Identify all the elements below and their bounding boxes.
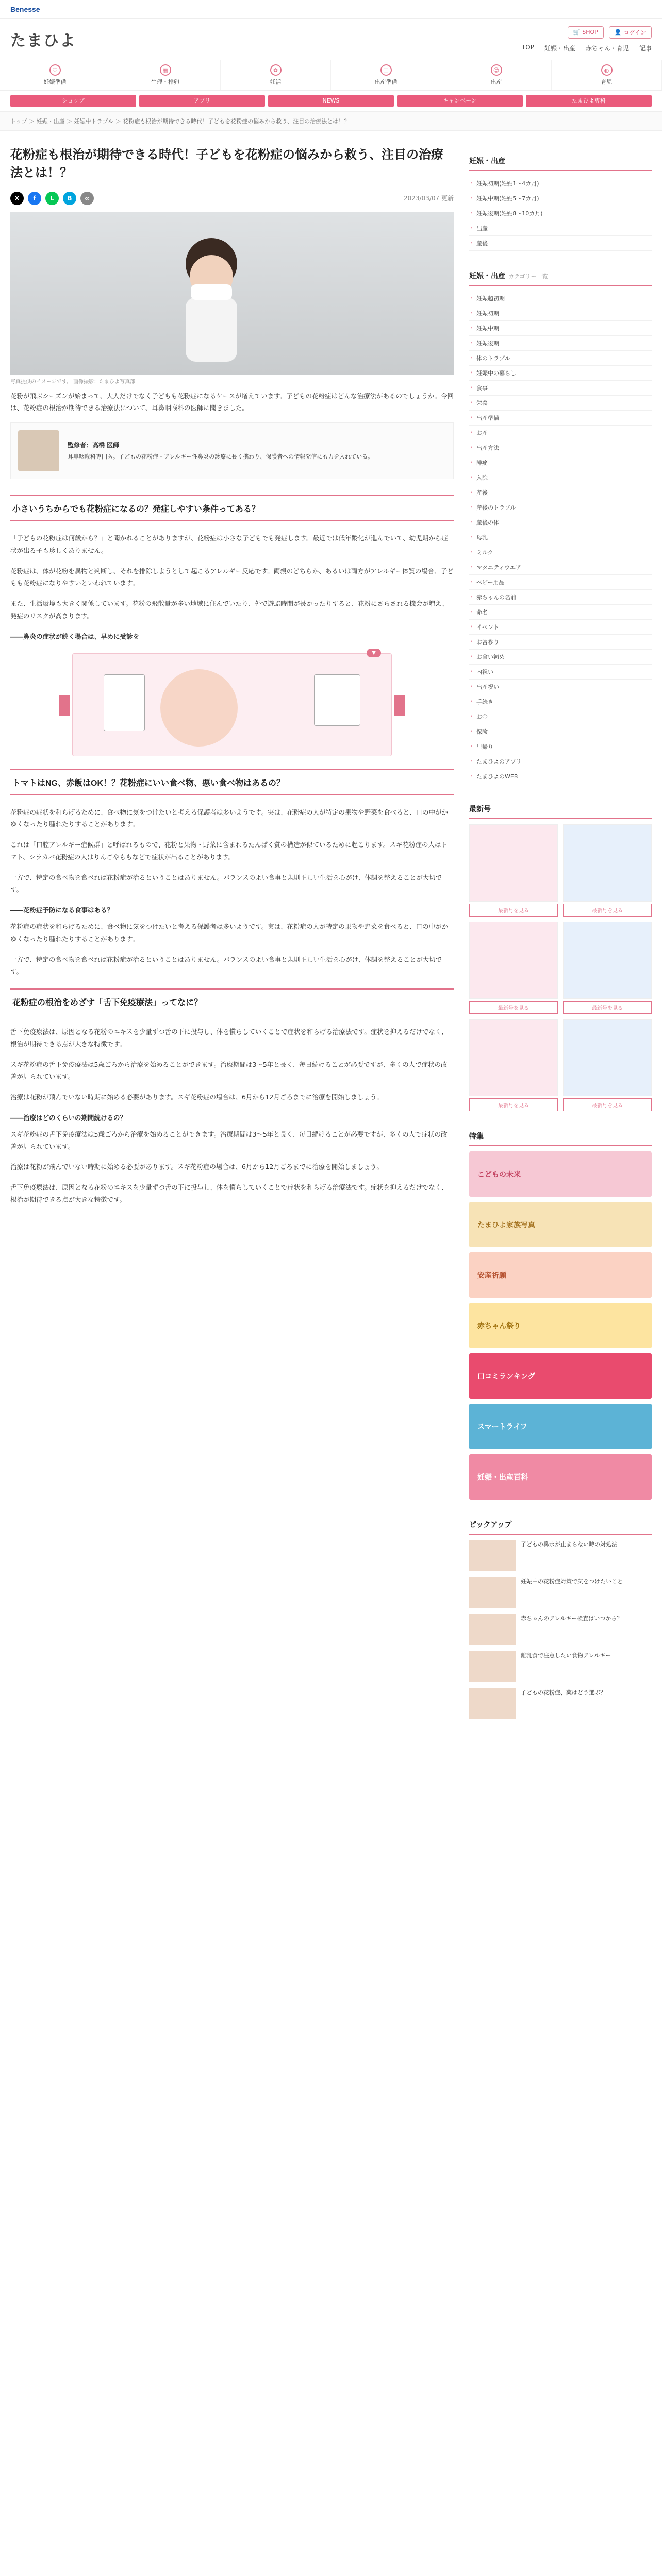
topbar	[0, 0, 662, 19]
sidebar-category-item[interactable]: › 命名	[469, 605, 652, 620]
author-desc: 耳鼻咽喉科専門医。子どもの花粉症・アレルギー性鼻炎の診療に長く携わり、保護者への情報発信にも力を入れている。	[68, 453, 374, 460]
line-share-icon[interactable]: L	[45, 192, 59, 205]
section-paragraph: 一方で、特定の食べ物を食べれば花粉症が治るということはありません。バランスのよい食事と規則正しい生活を心がけ、体調を整えることが大切です。	[10, 873, 442, 894]
magazine-cover[interactable]	[469, 1019, 558, 1096]
pickup-item[interactable]	[469, 1614, 652, 1645]
article-date: 2023/03/07 更新	[404, 195, 454, 202]
magazine-item	[563, 922, 652, 1014]
magazine-button[interactable]: 最新号を見る	[469, 904, 558, 917]
pickup-thumb	[469, 1688, 516, 1719]
sidebar-category-item[interactable]: › 手続き	[469, 694, 652, 709]
sidebar-item[interactable]: › 妊娠初期(妊娠1～4カ月)	[469, 176, 652, 191]
sidebar-pregnancy	[469, 151, 652, 251]
cat-item-3[interactable]	[331, 60, 441, 90]
sidebar-category-item[interactable]: › ミルク	[469, 545, 652, 560]
feature-banner[interactable]: スマートライフ	[469, 1404, 652, 1449]
magazine-cover[interactable]	[469, 922, 558, 999]
section-paragraph: スギ花粉症の舌下免疫療法は5歳ごろから治療を始めることができます。治療期間は3～5年と長く、毎日続けることが必要ですが、多くの人で症状の改善が見られています。	[10, 1130, 448, 1150]
sidebar-heading: ピックアップ	[469, 1515, 652, 1535]
lead-paragraph: 花粉が飛ぶシーズンが始まって、大人だけでなく子どもも花粉症になるケースが増えています。子どもの花粉症はどんな治療法があるのでしょうか。今回は、花粉症の根治が期待できる治療法について、耳鼻咽喉科の医師に聞きました。	[10, 392, 454, 412]
magazine-cover[interactable]	[563, 922, 652, 999]
cat-item-2[interactable]	[221, 60, 331, 90]
sidebar-category-item[interactable]: › 妊娠中の暮らし	[469, 366, 652, 381]
author-text	[68, 440, 373, 462]
benesse-logo[interactable]: Benesse	[10, 5, 40, 13]
sidebar-heading: 特集	[469, 1127, 652, 1146]
cat-item-4[interactable]	[441, 60, 552, 90]
pink-nav-item[interactable]: NEWS	[268, 95, 394, 107]
pickup-thumb	[469, 1651, 516, 1682]
section-paragraph: これは「口腔アレルギー症候群」と呼ばれるもので、花粉と果物・野菜に含まれるたんぱく質の構造が似ているために起こります。スギ花粉症の人はトマト、シラカバ花粉症の人はりんごやももなどで症状が出ることがあります。	[10, 841, 448, 861]
content-wrap	[0, 131, 662, 1735]
sub-heading: ――鼻炎の症状が続く場合は、早めに受診を	[10, 632, 140, 640]
sub-heading: ――治療はどのくらいの期間続けるの？	[10, 1113, 127, 1122]
feature-banner[interactable]: 口コミランキング	[469, 1353, 652, 1399]
nav-top[interactable]: TOP	[521, 43, 534, 51]
section-heading: 花粉症の根治をめざす「舌下免疫療法」ってなに？	[10, 988, 454, 1014]
section-paragraph: 花粉症の症状を和らげるために、食べ物に気をつけたいと考える保護者は多いようです。実は、花粉症の人が特定の果物や野菜を食べると、口の中がかゆくなったり腫れたりすることがあります。	[10, 923, 449, 943]
sidebar-category-item[interactable]: › イベント	[469, 620, 652, 635]
sidebar-category-item[interactable]: › 出産方法	[469, 440, 652, 455]
share-icons	[10, 192, 94, 205]
sidebar-list	[469, 176, 652, 251]
carousel-tag: ▼	[367, 649, 381, 657]
pickup-thumb	[469, 1577, 516, 1608]
section-paragraph: また、生活環境も大きく関係しています。花粉の飛散量が多い地域に住んでいたり、外で遊ぶ時間が長かったりすると、花粉にさらされる機会が増え、発症のリスクが高まります。	[10, 600, 449, 620]
sidebar-item[interactable]: › 妊娠中期(妊娠5～7カ月)	[469, 191, 652, 206]
shop-label: SHOP	[582, 29, 598, 36]
sidebar-category-item[interactable]: › 産後のトラブル	[469, 500, 652, 515]
sidebar-heading-sub: カテゴリー一覧	[508, 274, 548, 280]
section-paragraph: 舌下免疫療法は、原因となる花粉のエキスを少量ずつ舌の下に投与し、体を慣らしていくことで症状を和らげる治療法です。症状を抑えるだけでなく、根治が期待できる点が大きな特徴です。	[10, 1183, 448, 1204]
pickup-item[interactable]	[469, 1540, 652, 1571]
sidebar-category-item[interactable]: › 体のトラブル	[469, 351, 652, 366]
pickup-item[interactable]	[469, 1688, 652, 1719]
shop-button[interactable]	[568, 26, 604, 39]
sidebar-pickup	[469, 1515, 652, 1719]
illustration-panel	[104, 674, 145, 731]
magazine-button[interactable]: 最新号を見る	[469, 1001, 558, 1014]
feature-banner[interactable]: 安産祈願	[469, 1252, 652, 1298]
magazine-item	[469, 1019, 558, 1111]
sidebar-category-item[interactable]: › お宮参り	[469, 635, 652, 650]
author-box	[10, 422, 454, 479]
article-main	[10, 131, 459, 1735]
heart-icon: ♡	[49, 64, 61, 76]
pickup-thumb	[469, 1540, 516, 1571]
sidebar-category-item[interactable]: › 里帰り	[469, 739, 652, 754]
sidebar-heading	[469, 266, 652, 286]
sub-heading: ――花粉症予防になる食事はある？	[10, 906, 114, 914]
sidebar	[469, 131, 652, 1735]
header-buttons	[568, 26, 652, 39]
section-heading: トマトはNG、赤飯はOK！？花粉症にいい食べ物、悪い食べ物はあるの？	[10, 769, 454, 795]
cat-label: 妊娠準備	[43, 79, 67, 86]
magazine-cover[interactable]	[563, 1019, 652, 1096]
sidebar-category-item[interactable]: › 産後	[469, 485, 652, 500]
section-paragraph: 「子どもの花粉症は何歳から？」と聞かれることがありますが、花粉症は小さな子どもでも発症します。最近では低年齢化が進んでいて、幼児期から症状が出る子も珍しくありません。	[10, 534, 448, 554]
magazine-button[interactable]: 最新号を見る	[563, 904, 652, 917]
sidebar-category-item[interactable]: › お金	[469, 709, 652, 724]
cat-item-1[interactable]	[110, 60, 221, 90]
site-header	[0, 19, 662, 60]
sidebar-category-item[interactable]: › お産	[469, 426, 652, 440]
header-right	[522, 26, 652, 53]
category-nav	[0, 60, 662, 91]
section-paragraph: 花粉症の症状を和らげるために、食べ物に気をつけたいと考える保護者は多いようです。実は、花粉症の人が特定の果物や野菜を食べると、口の中がかゆくなったり腫れたりすることがあります。	[10, 808, 449, 828]
pickup-item[interactable]	[469, 1577, 652, 1608]
section-heading: 小さいうちからでも花粉症になるの？発症しやすい条件ってある？	[10, 495, 454, 521]
section-paragraph: 治療は花粉が飛んでいない時期に始める必要があります。スギ花粉症の場合は、6月から12月ごろまでに治療を開始しましょう。	[10, 1093, 383, 1101]
sidebar-heading: 最新号	[469, 800, 652, 819]
sidebar-category-item[interactable]: › 陣痛	[469, 455, 652, 470]
cart-icon: 🛒	[573, 29, 581, 36]
cat-item-0[interactable]	[0, 60, 110, 90]
user-icon: 👤	[614, 29, 622, 36]
sidebar-category-item[interactable]: › 妊娠中期	[469, 321, 652, 336]
calendar-icon: ▦	[160, 64, 171, 76]
nav-articles[interactable]: 記事	[639, 44, 652, 52]
illustration-person	[160, 669, 238, 747]
magazine-item	[563, 1019, 652, 1111]
section-paragraph: スギ花粉症の舌下免疫療法は5歳ごろから治療を始めることができます。治療期間は3～5年と長く、毎日続けることが必要ですが、多くの人で症状の改善が見られています。	[10, 1060, 448, 1081]
section-paragraph: 治療は花粉が飛んでいない時期に始める必要があります。スギ花粉症の場合は、6月から12月ごろまでに治療を開始しましょう。	[10, 1163, 383, 1171]
cat-item-5[interactable]	[552, 60, 662, 90]
facebook-share-icon[interactable]: f	[28, 192, 41, 205]
author-photo	[18, 430, 59, 471]
breadcrumb[interactable]: トップ ＞ 妊娠・出産 ＞ 妊娠中トラブル ＞ 花粉症も根治が期待できる時代！子どもを花粉症の悩みから救う、注目の治療法とは！？	[0, 111, 662, 131]
sidebar-category-item[interactable]: › 内祝い	[469, 665, 652, 680]
bag-icon: ◫	[380, 64, 392, 76]
feature-banner[interactable]: たまひよ家族写真	[469, 1202, 652, 1247]
hero-image	[10, 212, 454, 375]
sidebar-category-item[interactable]: › 出産準備	[469, 411, 652, 426]
child-photo	[155, 228, 268, 362]
site-logo[interactable]: たまひよ	[10, 32, 76, 50]
sidebar-category-item[interactable]: › 妊娠後期	[469, 336, 652, 351]
carousel-prev-button[interactable]	[59, 695, 70, 716]
section-paragraph: 舌下免疫療法は、原因となる花粉のエキスを少量ずつ舌の下に投与し、体を慣らしていくことで症状を和らげる治療法です。症状を抑えるだけでなく、根治が期待できる点が大きな特徴です。	[10, 1028, 448, 1048]
magazine-item	[469, 922, 558, 1014]
pickup-item[interactable]	[469, 1651, 652, 1682]
pink-nav-item[interactable]: アプリ	[139, 95, 265, 107]
author-name: 監修者：高橋 医師	[68, 441, 120, 449]
feature-banner[interactable]: 赤ちゃん祭り	[469, 1303, 652, 1348]
section-paragraph: 花粉症は、体が花粉を異物と判断し、それを排除しようとして起こるアレルギー反応です。両親のどちらか、あるいは両方がアレルギー体質の場合、子どもも花粉症になりやすいといわれています。	[10, 567, 454, 587]
illustration-carousel	[72, 650, 392, 756]
sidebar-category-item[interactable]: › 母乳	[469, 530, 652, 545]
magazine-item	[563, 824, 652, 917]
sidebar-category-item[interactable]: › 食事	[469, 381, 652, 396]
feature-banner[interactable]: こどもの未来	[469, 1151, 652, 1197]
sidebar-category-item[interactable]: › 保険	[469, 724, 652, 739]
cat-label: 育児	[601, 79, 613, 86]
baby-icon: ☺	[491, 64, 502, 76]
pink-nav-item[interactable]: キャンペーン	[397, 95, 523, 107]
x-share-icon[interactable]: X	[10, 192, 24, 205]
article-title: 花粉症も根治が期待できる時代！子どもを花粉症の悩みから救う、注目の治療法とは！？	[10, 148, 443, 180]
sidebar-item[interactable]: › 妊娠後期(妊娠8～10カ月)	[469, 206, 652, 221]
pickup-title: 子どもの花粉症、薬はどう選ぶ？	[521, 1689, 606, 1696]
pink-nav	[0, 91, 662, 111]
cat-label: 妊活	[270, 79, 282, 86]
pickup-title: 離乳食で注意したい食物アレルギー	[521, 1652, 611, 1659]
sidebar-features	[469, 1127, 652, 1500]
magazine-cover[interactable]	[563, 824, 652, 902]
sidebar-category-item[interactable]: › 栄養	[469, 396, 652, 411]
sidebar-category-item[interactable]: › 産後の体	[469, 515, 652, 530]
sidebar-list	[469, 291, 652, 784]
header-nav	[522, 44, 652, 53]
pink-nav-item[interactable]: ショップ	[10, 95, 136, 107]
pickup-title: 子どもの鼻水が止まらない時の対処法	[521, 1541, 617, 1548]
nav-baby[interactable]: 赤ちゃん・育児	[585, 44, 629, 52]
cat-label: 出産	[490, 79, 502, 86]
cat-label: 生理・排卵	[151, 79, 179, 86]
sidebar-category-item[interactable]: › マタニティウエア	[469, 560, 652, 575]
sidebar-item[interactable]: › 出産	[469, 221, 652, 236]
flower-icon: ✿	[270, 64, 282, 76]
sidebar-category-item[interactable]: › 入院	[469, 470, 652, 485]
magazine-item	[469, 824, 558, 917]
magazine-cover[interactable]	[469, 824, 558, 902]
bottle-icon: ◐	[601, 64, 613, 76]
feature-banner[interactable]: 妊娠・出産百科	[469, 1454, 652, 1500]
share-bar	[10, 192, 454, 205]
pickup-title: 赤ちゃんのアレルギー検査はいつから？	[521, 1615, 623, 1622]
pink-nav-item[interactable]: たまひよ専科	[526, 95, 652, 107]
sidebar-heading: 妊娠・出産	[469, 151, 652, 171]
sidebar-category-item[interactable]: › 妊娠初期	[469, 306, 652, 321]
magazine-button[interactable]: 最新号を見る	[563, 1098, 652, 1111]
nav-pregnancy[interactable]: 妊娠・出産	[544, 44, 575, 52]
magazine-grid	[469, 824, 652, 1111]
login-label: ログイン	[623, 29, 646, 36]
login-button[interactable]	[609, 26, 652, 39]
magazine-button[interactable]: 最新号を見る	[563, 1001, 652, 1014]
image-caption: 写真提供のイメージです。 画像撮影：たまひよ写真部	[10, 379, 136, 385]
sidebar-magazines	[469, 800, 652, 1111]
link-share-icon[interactable]: ∞	[80, 192, 94, 205]
pickup-thumb	[469, 1614, 516, 1645]
sidebar-category-item[interactable]: › たまひよのアプリ	[469, 754, 652, 769]
pickup-title: 妊娠中の花粉症対策で気をつけたいこと	[521, 1578, 623, 1585]
sidebar-item[interactable]: › 産後	[469, 236, 652, 251]
cat-label: 出産準備	[374, 79, 398, 86]
sidebar-category-item[interactable]: › たまひよのWEB	[469, 769, 652, 784]
sidebar-category-item[interactable]: › ベビー用品	[469, 575, 652, 590]
sidebar-categories	[469, 266, 652, 784]
sidebar-category-item[interactable]: › 出産祝い	[469, 680, 652, 694]
illustration-panel	[314, 674, 360, 726]
section-paragraph: 一方で、特定の食べ物を食べれば花粉症が治るということはありません。バランスのよい食事と規則正しい生活を心がけ、体調を整えることが大切です。	[10, 955, 442, 976]
sidebar-category-item[interactable]: › 妊娠超初期	[469, 291, 652, 306]
magazine-button[interactable]: 最新号を見る	[469, 1098, 558, 1111]
sidebar-category-item[interactable]: › お食い初め	[469, 650, 652, 665]
carousel-next-button[interactable]	[394, 695, 405, 716]
hatena-share-icon[interactable]: B	[63, 192, 76, 205]
sidebar-category-item[interactable]: › 赤ちゃんの名前	[469, 590, 652, 605]
sidebar-heading-main: 妊娠・出産	[469, 272, 505, 280]
